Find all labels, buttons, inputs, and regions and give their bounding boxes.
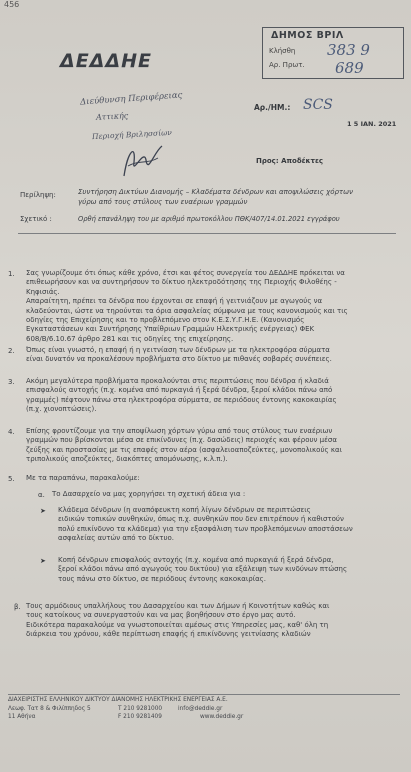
stamp-handwritten-number-1: 383 9 xyxy=(327,41,370,59)
paragraph-3 xyxy=(26,377,406,415)
paragraph-b xyxy=(26,602,406,640)
item-number-2: 2. xyxy=(8,347,15,355)
bullet-1-line: Κλάδεμα δένδρων (η αναπόφευκτη κοπή λίγων δένδρων σε περιπτώσεις xyxy=(58,506,311,514)
footer-divider xyxy=(8,694,400,695)
paragraph-3-line: επισφαλούς αντοχής (π.χ. κομένα από πυρκαγιά ή ξερά δένδρα, ξεροί κλάδοι πάνω από xyxy=(26,386,333,395)
stamp-row-klithi-label: Κλήσθη xyxy=(269,47,296,55)
paragraph-4-line: γραμμών που βρίσκονται μέσα σε επικίνδυνες (π.χ. δασώδεις) περιοχές και φέρουν μέσα xyxy=(26,436,337,445)
paragraph-b-line: Τους αρμόδιους υπαλλήλους του Δασαρχείου και των Δήμων ή Κοινοτήτων καθώς και xyxy=(26,602,330,610)
corner-mark: 456 xyxy=(4,0,20,9)
paragraph-4-line: Επίσης φροντίζουμε για την αποψίλωση χόρτων γύρω από τους στύλους των εναέριων xyxy=(26,427,333,435)
paragraph-2 xyxy=(26,346,406,365)
item-number-1: 1. xyxy=(8,270,15,278)
footer-company: ΔΙΑΧΕΙΡΙΣΤΗΣ ΕΛΛΗΝΙΚΟΥ ΔΙΚΤΥΟΥ ΔΙΑΝΟΜΗΣ ΗΛΕΚΤΡΙΚΗΣ ΕΝΕΡΓΕΙΑΣ Α.Ε. xyxy=(8,697,228,703)
bullet-2-line: ξεροί κλάδοι πάνω από αγωγούς του δικτύου) για εξάλειψη των κινδύνων πτώσης xyxy=(58,565,348,574)
paragraph-4-line: ζεύξης και προστασίας με τις επαφές στον αέρα (ασφαλειοαποζεύκτες, μονοπολικούς και xyxy=(26,445,342,454)
paragraph-1-line: 608/Β/6.10.67 άρθρο 281 και τις οδηγίες της επιχείρησης. xyxy=(26,334,234,343)
bullet-1-line: ειδικών τοπικών συνθηκών, όπως π.χ. συνθηκών που δεν επιτρέπουν ή καθιστούν xyxy=(58,515,344,524)
paragraph-1-line: Απαραίτητη, πρέπει τα δένδρα που έρχονται σε επαφή ή γειτνιάζουν με αγωγούς να xyxy=(26,297,323,306)
paragraph-1-line: οδηγίες της Επιχείρησης και το προβλεπόμενο στον Κ.Ε.Σ.Υ.Γ.Η.Ε. (Κανονισμός xyxy=(26,316,305,325)
subject-line-2: γύρω από τους στύλους των εναέριων γραμμών xyxy=(78,198,248,206)
bullet-arrow-icon: ➤ xyxy=(40,507,46,515)
company-logo: ΔΕΔΔΗΕ xyxy=(60,50,152,72)
paragraph-1 xyxy=(26,269,406,344)
bullet-2-line: τους πάνω στο δίκτυο, σε περιόδους έντονης κακοκαιρίας. xyxy=(58,574,267,583)
paragraph-b-line: διάρκεια του χρόνου, κάθε περίπτωση επαφής ή επικίνδυνης γειτνίασης κλαδιών xyxy=(26,630,311,639)
stamp-row-protocol-label: Αρ. Πρωτ. xyxy=(269,61,305,69)
bullet-1 xyxy=(58,506,408,544)
paragraph-1-line: επιθεωρήσουν και να συντηρήσουν το δίκτυο ηλεκτροδότησης της Περιοχής Φιλοθέης - xyxy=(26,278,337,287)
paragraph-1-line: Σας γνωρίζουμε ότι όπως κάθε χρόνο, έτσι και φέτος συνεργεία του ΔΕΔΔΗΕ πρόκειται να xyxy=(26,269,345,277)
footer-address-1: Λεωφ. Τατ 8 & Φιλίππηδος 5 xyxy=(8,706,91,712)
related-text: Ορθή επανάληψη του με αριθμό πρωτοκόλλου ΠΘΚ/407/14.01.2021 εγγράφου xyxy=(78,215,340,223)
footer-web: www.deddie.gr xyxy=(200,714,244,720)
stamp-handwritten-number-2: 689 xyxy=(335,59,364,77)
bullet-arrow-icon: ➤ xyxy=(40,557,46,565)
paragraph-3-line: (π.χ. χιονοπτώσεις). xyxy=(26,405,97,414)
bullet-1-line: ασφαλείας αυτών από το δίκτυο. xyxy=(58,534,175,543)
sender-line-2: Αττικής xyxy=(95,111,129,122)
paragraph-4-line: τριπολικούς αποζεύκτες, διακόπτες απομόνωσης, κ.λ.π.). xyxy=(26,455,228,464)
footer-email: info@deddie.gr xyxy=(178,706,223,712)
item-number-3: 3. xyxy=(8,378,15,386)
paragraph-3-line: γραμμές) πέφτουν πάνω στα ηλεκτροφόρα σύρματα, σε περιόδους έντονης κακοκαιρίας xyxy=(26,395,337,404)
bullet-2 xyxy=(58,556,408,584)
paragraph-1-line: κλαδεύονται, ώστε να τηρούνται τα όρια ασφαλείας σύμφωνα με τους κανονισμούς και τις xyxy=(26,306,348,315)
paragraph-5a: Το Δασαρχείο να μας χορηγήσει τη σχετική άδεια για : xyxy=(52,490,246,498)
item-letter-b: β. xyxy=(14,603,21,611)
subject-divider xyxy=(18,233,396,234)
received-stamp xyxy=(262,27,404,79)
paragraph-2-line: Όπως είναι γνωστό, η επαφή ή η γειτνίαση των δένδρων με τα ηλεκτροφόρα σύρματα xyxy=(26,346,330,354)
protocol-number: SCS xyxy=(303,97,333,113)
item-number-5: 5. xyxy=(8,475,15,483)
sender-line-1: Διεύθυνση Περιφέρειας xyxy=(79,90,183,108)
recipient-line: Προς: Αποδέκτες xyxy=(256,157,324,165)
sender-line-3: Περιοχή Βριλησσίων xyxy=(91,127,173,142)
paragraph-1-line: Εγκαταστάσεων και Συντήρησης Υπαίθριων Γραμμών Ηλεκτρικής ενέργειας) ΦΕΚ xyxy=(26,325,315,334)
signature-icon xyxy=(118,140,166,182)
item-letter-a: α. xyxy=(38,491,45,499)
protocol-label: Αρ./ΗΜ.: xyxy=(254,103,291,112)
date-stamp: 1 5 ΙΑΝ. 2021 xyxy=(347,120,397,128)
paragraph-b-line: Ειδικότερα παρακαλούμε να γνωστοποιείται αμέσως στις Υπηρεσίες μας, καθ' όλη τη xyxy=(26,620,329,629)
paragraph-2-line: είναι δυνατόν να προκαλέσουν προβλήματα στο δίκτυο με πιθανές σοβαρές συνέπειες. xyxy=(26,355,332,364)
paragraph-1-line: Κηφισιάς. xyxy=(26,287,60,296)
item-number-4: 4. xyxy=(8,428,15,436)
related-label: Σχετικό : xyxy=(20,215,52,223)
bullet-1-line: πολύ επικίνδυνο τα κλάδεμα) για την εξασφάλιση των προβλεπόμενων αποστάσεων xyxy=(58,524,353,533)
footer-fax: F 210 9281409 xyxy=(118,714,162,720)
paragraph-b-line: τους κατοίκους να συνεργαστούν και να μας βοηθήσουν στο έργο μας αυτό. xyxy=(26,611,296,620)
stamp-title: ΔΗΜΟΣ ΒΡΙΛ xyxy=(271,30,344,41)
footer-address-2: 11 Αθήνα xyxy=(8,714,36,720)
paragraph-3-line: Ακόμη μεγαλύτερα προβλήματα προκαλούνται στις περιπτώσεις που δένδρα ή κλαδιά xyxy=(26,377,329,385)
subject-label: Περίληψη: xyxy=(20,191,56,199)
footer-phone: Τ 210 9281000 xyxy=(118,706,163,712)
subject-line-1: Συντήρηση Δικτύων Διανομής – Κλαδέματα δένδρων και αποψιλώσεις χόρτων xyxy=(78,188,353,196)
paragraph-4 xyxy=(26,427,406,465)
bullet-2-line: Κοπή δένδρων επισφαλούς αντοχής (π.χ. κομένα από πυρκαγιά ή ξερά δένδρα, xyxy=(58,556,334,564)
paragraph-5: Με τα παραπάνω, παρακαλούμε: xyxy=(26,474,140,482)
